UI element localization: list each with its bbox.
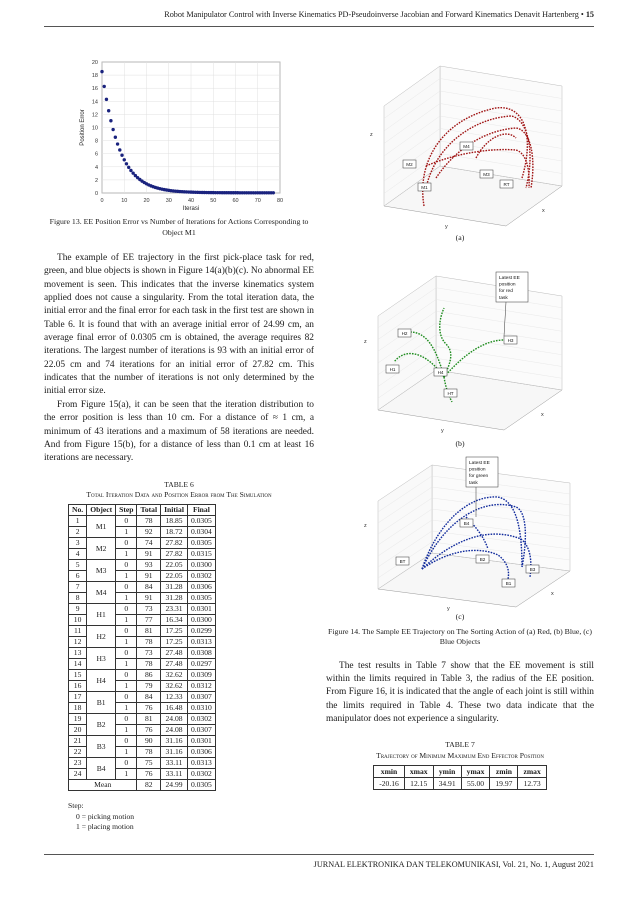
table-cell: 1 [116, 769, 137, 780]
table-cell: 17.25 [161, 626, 188, 637]
table-cell: M3 [87, 560, 116, 582]
table-cell: 1 [69, 516, 87, 527]
table-7-value-zmin: 19.97 [490, 777, 518, 789]
data-point [272, 191, 275, 194]
table-cell: H3 [87, 648, 116, 670]
object-label: BT [399, 559, 406, 565]
table-cell: 0 [116, 560, 137, 571]
table-cell: 90 [137, 736, 161, 747]
z-axis-label: z [364, 338, 367, 345]
y-tick-label: 20 [91, 60, 98, 66]
table-cell: 14 [69, 659, 87, 670]
table-6-header-1: Object [87, 505, 116, 516]
table-cell: 24.08 [161, 725, 188, 736]
table-cell: 0 [116, 714, 137, 725]
annotation-text: position [499, 282, 516, 288]
table-cell: 0 [116, 626, 137, 637]
y-axis-label: y [445, 224, 448, 230]
table-7-value-xmax: 12.15 [404, 777, 433, 789]
table-cell: 81 [137, 626, 161, 637]
annotation-text: Latest EE [499, 275, 520, 281]
data-point [111, 128, 114, 131]
running-header [0, 10, 594, 19]
table-7-header-zmin: zmin [490, 765, 518, 777]
header-title: Robot Manipulator Control with Inverse Kinematics PD-Pseudoinverse Jacobian and Forward Kinematics Denavit Hartenberg [164, 10, 579, 19]
table-cell: 1 [116, 527, 137, 538]
object-label: B4 [463, 521, 470, 527]
table-cell: 0 [116, 648, 137, 659]
x-tick-label: 30 [165, 198, 172, 204]
table-cell: 31.28 [161, 593, 188, 604]
table-cell: 1 [116, 549, 137, 560]
table-6 [68, 504, 216, 791]
data-point [109, 119, 112, 122]
table-cell: 1 [116, 725, 137, 736]
page-number: 15 [585, 10, 594, 19]
table-cell: 24 [69, 769, 87, 780]
table-cell: 0.0313 [187, 758, 215, 769]
annotation-text: for red [499, 288, 513, 294]
figure-13-caption: Figure 13. EE Position Error vs Number of Iterations for Actions Corresponding to Object M1 [49, 217, 309, 237]
table-cell: 0.0315 [187, 549, 215, 560]
table-row [69, 758, 216, 769]
table-cell: 18.85 [161, 516, 188, 527]
table-7-header-xmin: xmin [374, 765, 405, 777]
table-cell: 0.0307 [187, 692, 215, 703]
table-cell: 0.0301 [187, 736, 215, 747]
object-label: M4 [463, 144, 470, 149]
table-6-title: Total Iteration Data and Position Error from The Simulation [86, 489, 272, 499]
table-cell: 12 [69, 637, 87, 648]
table-cell: 4 [69, 549, 87, 560]
notes-title: Step: [68, 801, 84, 811]
table-cell: 0.0305 [187, 538, 215, 549]
paragraph-3: The test results in Table 7 show that the EE movement is still within the limits required in Table 3, the radius of the EE position. From Figure 16, it is indicated that the angle of each joint is still within the limits required in Table 4. These two data indicate that the manipulator does not experience a singularity. [326, 660, 594, 724]
y-tick-label: 8 [94, 138, 98, 145]
table-cell: 20 [69, 725, 87, 736]
figure-14b-plot [326, 252, 594, 432]
table-cell: 1 [116, 593, 137, 604]
x-tick-label: 50 [210, 198, 217, 204]
y-tick-label: 2 [94, 177, 98, 184]
table-cell: 0 [116, 692, 137, 703]
table-6-header-4: Initial [161, 505, 188, 516]
table-cell: 31.16 [161, 736, 188, 747]
table-cell: 84 [137, 582, 161, 593]
table-cell: 33.11 [161, 769, 188, 780]
table-cell: 7 [69, 582, 87, 593]
x-tick-label: 70 [254, 198, 261, 204]
table-cell: 76 [137, 725, 161, 736]
table-7-header-ymin: ymin [433, 765, 461, 777]
table-row [69, 670, 216, 681]
table-cell: 1 [116, 637, 137, 648]
table-cell: 93 [137, 560, 161, 571]
table-cell: 75 [137, 758, 161, 769]
table-cell: 0.0299 [187, 626, 215, 637]
table-cell: 22.05 [161, 571, 188, 582]
y-tick-label: 14 [91, 99, 98, 106]
table-cell: 24.08 [161, 714, 188, 725]
header-bullet: • [580, 10, 586, 19]
header-rule [44, 26, 594, 27]
table-cell: 86 [137, 670, 161, 681]
table-cell: 18 [69, 703, 87, 714]
table-cell: 31.16 [161, 747, 188, 758]
table-cell: 73 [137, 648, 161, 659]
table-cell: 0.0313 [187, 637, 215, 648]
annotation-text: for green [469, 474, 489, 480]
table-cell: 0 [116, 538, 137, 549]
table-cell: 78 [137, 659, 161, 670]
table-row [69, 516, 216, 527]
table-cell: 0.0312 [187, 681, 215, 692]
data-point [105, 98, 108, 101]
table-cell: 23 [69, 758, 87, 769]
table-row [69, 648, 216, 659]
table-row [69, 582, 216, 593]
running-footer: JURNAL ELEKTRONIKA DAN TELEKOMUNIKASI, Vol. 21, No. 1, August 2021 [313, 860, 594, 869]
table-7-value-ymin: 34.91 [433, 777, 461, 789]
table-cell: H4 [87, 670, 116, 692]
annotation-text: Latest EE [469, 461, 490, 467]
table-cell: 6 [69, 571, 87, 582]
table-cell: 19 [69, 714, 87, 725]
table-cell: 13 [69, 648, 87, 659]
mean-cell: 0.0305 [187, 780, 215, 791]
table-cell: 0.0306 [187, 582, 215, 593]
object-label: H3 [507, 337, 514, 343]
table-cell: 33.11 [161, 758, 188, 769]
y-tick-label: 10 [91, 125, 98, 132]
table-6-mean-row [69, 780, 216, 791]
table-cell: 1 [116, 747, 137, 758]
table-cell: 0.0301 [187, 604, 215, 615]
x-axis-label: x [541, 411, 544, 418]
x-axis-label: Iterasi [182, 206, 200, 212]
table-cell: 1 [116, 681, 137, 692]
table-cell: 2 [69, 527, 87, 538]
table-6-header-0: No. [69, 505, 87, 516]
x-tick-label: 10 [121, 198, 128, 204]
figure-14a-label: (a) [455, 233, 465, 242]
table-cell: 92 [137, 527, 161, 538]
table-cell: 16.48 [161, 703, 188, 714]
table-cell: 0.0302 [187, 571, 215, 582]
x-tick-label: 20 [143, 198, 150, 204]
table-row [69, 560, 216, 571]
table-cell: 76 [137, 769, 161, 780]
table-row [69, 604, 216, 615]
table-6-label: TABLE 6 [164, 479, 194, 489]
table-cell: M4 [87, 582, 116, 604]
table-cell: 5 [69, 560, 87, 571]
table-7-title: Trajectory of Minimum Maximum End Effector Position [376, 750, 544, 760]
table-cell: 11 [69, 626, 87, 637]
table-row [69, 538, 216, 549]
y-tick-label: 0 [94, 191, 98, 197]
table-7-value-xmin: -20.16 [374, 777, 405, 789]
table-cell: 0 [116, 670, 137, 681]
table-cell: 84 [137, 692, 161, 703]
figure-14-caption: Figure 14. The Sample EE Trajectory on The Sorting Action of (a) Red, (b) Blue, (c) Blue Objects [328, 626, 592, 647]
table-cell: 32.62 [161, 670, 188, 681]
table-7-value-ymax: 55.00 [461, 777, 490, 789]
table-6-notes [44, 801, 314, 833]
table-cell: M2 [87, 538, 116, 560]
figure-14c-label: (c) [455, 612, 465, 622]
table-cell: 0.0305 [187, 516, 215, 527]
table-cell: 0.0297 [187, 659, 215, 670]
table-cell: 91 [137, 571, 161, 582]
table-cell: 0.0302 [187, 769, 215, 780]
table-cell: 17 [69, 692, 87, 703]
table-cell: 0 [116, 604, 137, 615]
data-point [103, 85, 106, 88]
table-cell: 21 [69, 736, 87, 747]
x-axis-label: x [542, 208, 545, 214]
y-tick-label: 18 [91, 73, 98, 80]
annotation-text: task [469, 480, 478, 486]
table-cell: 0 [116, 582, 137, 593]
y-tick-label: 16 [91, 86, 98, 93]
table-cell: B3 [87, 736, 116, 758]
table-cell: 27.82 [161, 549, 188, 560]
table-cell: 27.48 [161, 659, 188, 670]
table-cell: 1 [116, 615, 137, 626]
x-axis-label: x [551, 591, 554, 598]
figure-14a-plot [326, 38, 594, 230]
table-cell: 8 [69, 593, 87, 604]
table-cell: 31.28 [161, 582, 188, 593]
table-cell: 0.0300 [187, 615, 215, 626]
object-label: HT [447, 390, 454, 396]
table-6-header-row [69, 505, 216, 516]
paragraph-2: From Figure 15(a), it can be seen that the iteration distribution to the error position is less than 10 cm. For a distance of ≈ 1 cm, a minimum of 43 iterations and a maximum of 58 iterations are needed. And from Figure 15(b), for a distance of less than 0.1 cm at least 16 iterations are necessary. [44, 399, 314, 464]
table-6-body [69, 516, 216, 791]
y-axis-label: Position Error [80, 109, 86, 146]
table-cell: 0.0306 [187, 747, 215, 758]
mean-cell: 82 [137, 780, 161, 791]
data-point [114, 136, 117, 139]
table-7-label: TABLE 7 [445, 740, 475, 750]
table-cell: M1 [87, 516, 116, 538]
table-cell: 0 [116, 516, 137, 527]
table-row [69, 626, 216, 637]
x-tick-label: 40 [187, 198, 195, 204]
table-cell: 0.0302 [187, 714, 215, 725]
table-cell: H1 [87, 604, 116, 626]
table-7 [373, 765, 547, 790]
table-cell: B4 [87, 758, 116, 780]
table-cell: 22 [69, 747, 87, 758]
table-cell: B2 [87, 714, 116, 736]
mean-cell: 24.99 [161, 780, 188, 791]
footer-rule [44, 854, 594, 855]
data-point [107, 109, 110, 112]
object-label: M1 [421, 185, 428, 190]
table-7-value-zmax: 12.73 [518, 777, 546, 789]
object-label: H1 [389, 366, 396, 372]
left-column [44, 38, 314, 833]
table-6-header-3: Total [137, 505, 161, 516]
table-cell: 91 [137, 549, 161, 560]
table-cell: 0.0307 [187, 725, 215, 736]
table-cell: 0.0309 [187, 670, 215, 681]
table-cell: 27.82 [161, 538, 188, 549]
table-cell: B1 [87, 692, 116, 714]
table-cell: 27.48 [161, 648, 188, 659]
data-point [127, 166, 130, 169]
table-cell: 0.0304 [187, 527, 215, 538]
y-tick-label: 4 [94, 164, 98, 171]
table-cell: 76 [137, 703, 161, 714]
table-row [69, 692, 216, 703]
table-cell: 0 [116, 736, 137, 747]
x-tick-label: 80 [276, 198, 284, 204]
mean-cell: Mean [69, 780, 137, 791]
table-row [69, 736, 216, 747]
data-point [129, 169, 132, 172]
table-cell: 79 [137, 681, 161, 692]
table-cell: 16 [69, 681, 87, 692]
table-cell: 73 [137, 604, 161, 615]
note-placing: 1 = placing motion [76, 822, 134, 832]
y-axis-label: y [441, 427, 444, 434]
data-point [120, 153, 123, 156]
paragraph-1: The example of EE trajectory in the first pick-place task for red, green, and blue objects is shown in Figure 14(a)(b)(c). No abnormal EE movement is seen. This indicates that the inverse kinematics system applied does not cause a singularity. From the total iteration data, the initial error and the final error for each task in the first test are shown in Table 6. It is found that with an average initial error of 24.99 cm, an average final error of 0.0305 cm is obtained, the average requires 82 iterations. The largest number of iterations is 93 with an initial error of 22.05 cm and 74 iterations for an initial error of 27.82 cm. This indicates that the number of iterations is not only determined by the initial error size. [44, 253, 314, 397]
object-label: M2 [406, 162, 413, 167]
object-label: B2 [479, 557, 486, 563]
table-7-header-xmax: xmax [404, 765, 433, 777]
annotation-text: task [499, 295, 508, 301]
figure-14b-label: (b) [455, 438, 465, 448]
data-point [123, 158, 126, 161]
data-point [118, 148, 121, 151]
table-6-header-2: Step [116, 505, 137, 516]
object-label: B1 [505, 581, 512, 587]
table-cell: 15 [69, 670, 87, 681]
object-label: H4 [437, 369, 444, 375]
object-label: M3 [483, 172, 490, 177]
y-tick-label: 12 [91, 112, 98, 119]
data-point [116, 142, 119, 145]
table-cell: 3 [69, 538, 87, 549]
figure-14c-plot [326, 457, 594, 613]
x-tick-label: 0 [100, 198, 104, 204]
x-tick-label: 60 [232, 198, 239, 204]
y-tick-label: 6 [94, 151, 98, 158]
table-cell: H2 [87, 626, 116, 648]
table-7-header-ymax: ymax [461, 765, 490, 777]
table-row [69, 714, 216, 725]
table-cell: 1 [116, 571, 137, 582]
table-cell: 78 [137, 516, 161, 527]
table-cell: 77 [137, 615, 161, 626]
table-cell: 1 [116, 659, 137, 670]
data-point [100, 70, 103, 73]
table-6-header-5: Final [187, 505, 215, 516]
z-axis-label: z [364, 523, 367, 530]
table-7-value-row [374, 777, 547, 789]
object-label: H2 [401, 330, 408, 336]
right-column [326, 38, 594, 790]
object-label: B3 [529, 567, 536, 573]
data-point [125, 162, 128, 165]
table-cell: 17.25 [161, 637, 188, 648]
table-cell: 91 [137, 593, 161, 604]
table-cell: 1 [116, 703, 137, 714]
table-cell: 23.31 [161, 604, 188, 615]
table-cell: 81 [137, 714, 161, 725]
table-cell: 16.34 [161, 615, 188, 626]
table-cell: 0.0308 [187, 648, 215, 659]
z-axis-label: z [370, 132, 373, 138]
table-cell: 22.05 [161, 560, 188, 571]
table-cell: 78 [137, 637, 161, 648]
table-cell: 18.72 [161, 527, 188, 538]
table-cell: 0 [116, 758, 137, 769]
table-cell: 9 [69, 604, 87, 615]
table-7-header-row [374, 765, 547, 777]
table-cell: 10 [69, 615, 87, 626]
figure-13-chart [44, 38, 314, 212]
table-cell: 0.0305 [187, 593, 215, 604]
object-label: RT [503, 182, 510, 187]
table-cell: 0.0300 [187, 560, 215, 571]
table-cell: 32.62 [161, 681, 188, 692]
table-cell: 74 [137, 538, 161, 549]
note-picking: 0 = picking motion [76, 811, 135, 821]
table-7-header-zmax: zmax [518, 765, 546, 777]
table-cell: 12.33 [161, 692, 188, 703]
table-cell: 0.0310 [187, 703, 215, 714]
table-cell: 78 [137, 747, 161, 758]
annotation-text: position [469, 467, 486, 473]
y-axis-label: y [447, 606, 450, 613]
